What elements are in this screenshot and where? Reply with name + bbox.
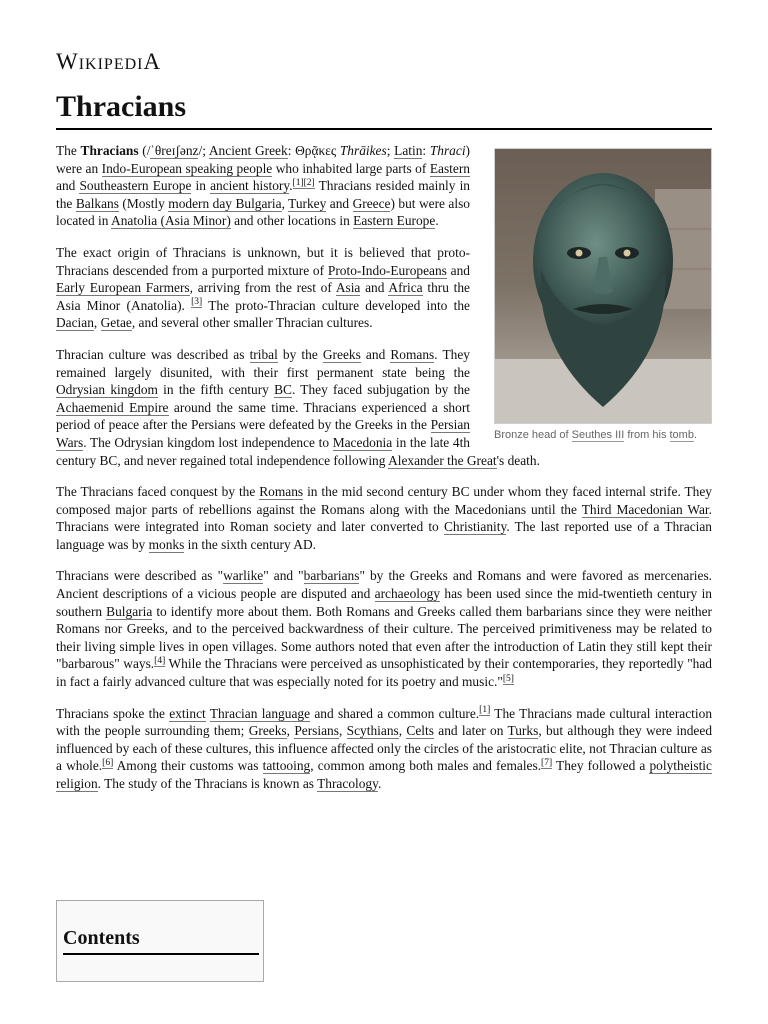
link-seuthes-iii[interactable]: Seuthes III: [571, 429, 625, 441]
reference-1[interactable]: [1]: [292, 177, 304, 188]
link-getae[interactable]: Getae: [100, 315, 132, 331]
infobox-figure: [494, 148, 712, 444]
reference-3[interactable]: [3]: [191, 297, 203, 308]
paragraph-conquest: The Thracians faced conquest by the Romans in the mid second century BC under whom they faced internal strife. They composed major parts of rebellions against the Romans along with the Macedonians until the Third Macedonian War. Thracians were integrated into Roman society and later converted to Christianity. The last reported use of a Thracian language was by monks in the sixth century AD.: [56, 484, 712, 552]
link-balkans[interactable]: Balkans: [75, 195, 119, 211]
link-tattooing[interactable]: tattooing: [262, 758, 311, 774]
link-greeks[interactable]: Greeks: [322, 346, 361, 362]
reference-4[interactable]: [4]: [154, 655, 166, 666]
link-romans[interactable]: Romans: [390, 346, 435, 362]
paragraph-language: Thracians spoke the extinct Thracian language and shared a common culture.[1] The Thracians made cultural interaction with the people surrounding them; Greeks, Persians, Scythians, Celts and later on Turks, but although they were indeed influenced by each of these cultures, this influence affected only the circles of the aristocratic elite, not Thracian culture as a whole.[6] Among their customs was tattooing, common among both males and females.[7] They followed a polytheistic religion. The study of the Thracians is known as Thracology.: [56, 705, 713, 791]
link-latin[interactable]: Latin: [394, 143, 423, 158]
link-romans-2[interactable]: Romans: [259, 484, 304, 500]
paragraph-origin: The exact origin of Thracians is unknown, but it is believed that proto-Thracians descended from a purported mixture of Proto-Indo-Europeans and Early European Farmers, arriving from the rest of Asia and Africa thru the Asia Minor (Anatolia). [3] The proto-Thracian culture developed into the Dacian, Getae, and several other smaller Thracian cultures.: [56, 244, 470, 331]
link-ancient-history[interactable]: ancient history: [210, 178, 290, 194]
paragraph-description: Thracians were described as "warlike" and "barbarians" by the Greeks and Romans and were favored as mercenaries. Ancient descriptions of a vicious people are disputed and archaeology has been used since the mid-twentieth century in southern Bulgaria to identify more about them. Both Romans and Greeks called them barbarians since they were neither Romans nor Greeks, and to the perceived backwardness of their culture. The perceived primitiveness may be related to their living simple lives in open villages. Some authors noted that even after the introduction of Latin they still kept their "barbarous" ways.[4] While the Thracians were perceived as unsophisticated by their contemporaries, they reportedly "had in fact a fairly advanced culture that was especially noted for its poetry and music."[5]: [56, 568, 713, 690]
link-third-macedonian-war[interactable]: Third Macedonian War: [581, 501, 709, 517]
link-achaemenid-empire[interactable]: Achaemenid Empire: [56, 399, 169, 415]
article-body: [56, 142, 712, 793]
link-greece[interactable]: Greece: [352, 195, 391, 211]
link-archaeology[interactable]: archaeology: [374, 586, 441, 602]
link-extinct[interactable]: extinct: [169, 705, 206, 721]
figure-caption: Bronze head of Seuthes III from his tomb.: [494, 429, 698, 441]
link-tomb[interactable]: tomb: [669, 429, 694, 441]
link-scythians[interactable]: Scythians: [346, 723, 399, 739]
link-warlike[interactable]: warlike: [223, 568, 264, 584]
link-ipa[interactable]: ˈθreɪʃənz: [150, 143, 199, 158]
link-bulgaria[interactable]: Bulgaria: [106, 603, 153, 619]
link-odrysian-kingdom[interactable]: Odrysian kingdom: [56, 382, 158, 398]
link-dacian[interactable]: Dacian: [56, 315, 94, 331]
link-christianity[interactable]: Christianity: [443, 519, 507, 535]
link-eastern[interactable]: Eastern: [429, 160, 470, 176]
bronze-head-image[interactable]: [494, 148, 712, 424]
link-indo-european-speaking-people[interactable]: Indo-European speaking people: [101, 160, 273, 176]
link-proto-indo-europeans[interactable]: Proto-Indo-Europeans: [327, 262, 447, 278]
reference-2[interactable]: [2]: [303, 177, 315, 188]
page-title: Thracians: [56, 88, 712, 130]
link-turks[interactable]: Turks: [507, 723, 539, 739]
link-ancient-greek[interactable]: Ancient Greek: [208, 143, 288, 158]
link-turkey[interactable]: Turkey: [288, 195, 327, 211]
link-thracian-language[interactable]: Thracian language: [209, 705, 311, 721]
link-monks[interactable]: monks: [148, 536, 185, 552]
paragraph-intro: The Thracians (/ˈθreɪʃənz/; Ancient Greek: Θρᾷκες Thrāikes; Latin: Thraci) were an Indo-European speaking people who inhabited large parts of Eastern and Southeastern Europe in ancient history.[1][2] Thracians resided mainly in the Balkans (Mostly modern day Bulgaria, Turkey and Greece) but were also located in Anatolia (Asia Minor) and other locations in Eastern Europe.: [56, 143, 471, 229]
link-celts[interactable]: Celts: [406, 723, 434, 739]
link-greeks-2[interactable]: Greeks: [248, 723, 287, 739]
link-bc[interactable]: BC: [274, 382, 292, 398]
paragraph-culture: Thracian culture was described as tribal by the Greeks and Romans. They remained largely disunited, with their first permanent state being the Odrysian kingdom in the fifth century BC. They faced subjugation by the Achaemenid Empire around the same time. Thracians experienced a short period of peace after the Persians were defeated by the Greeks in the Persian Wars. The Odrysian kingdom lost independence to Macedonia in the late 4th century BC, and never regained total independence following Alexander the Great's death.: [56, 346, 540, 468]
reference-7[interactable]: [7]: [541, 757, 553, 768]
reference-1b[interactable]: [1]: [479, 705, 491, 716]
link-persians[interactable]: Persians: [294, 723, 339, 739]
reference-5[interactable]: [5]: [502, 673, 514, 684]
link-early-european-farmers[interactable]: Early European Farmers: [56, 280, 190, 296]
wikipedia-wordmark[interactable]: WikipediA: [56, 49, 162, 74]
link-tribal[interactable]: tribal: [249, 346, 278, 362]
link-alexander-the-great[interactable]: Alexander the Great: [388, 452, 497, 468]
link-polytheistic-religion[interactable]: polytheistic religion: [56, 758, 712, 791]
table-of-contents: [56, 900, 264, 982]
link-macedonia[interactable]: Macedonia: [332, 434, 393, 450]
link-asia[interactable]: Asia: [335, 280, 361, 296]
toc-title: Contents: [63, 927, 259, 955]
link-southeastern-europe[interactable]: Southeastern Europe: [79, 178, 192, 194]
link-thracology[interactable]: Thracology: [317, 776, 378, 791]
link-persian-wars[interactable]: Persian Wars: [56, 417, 470, 450]
link-modern-day-bulgaria[interactable]: modern day Bulgaria: [168, 195, 282, 211]
link-barbarians[interactable]: barbarians: [303, 568, 360, 584]
link-eastern-europe[interactable]: Eastern Europe: [353, 213, 436, 229]
article-page: [56, 48, 713, 949]
reference-6[interactable]: [6]: [102, 757, 114, 768]
link-anatolia[interactable]: Anatolia (Asia Minor): [111, 213, 231, 229]
link-africa[interactable]: Africa: [388, 280, 423, 296]
